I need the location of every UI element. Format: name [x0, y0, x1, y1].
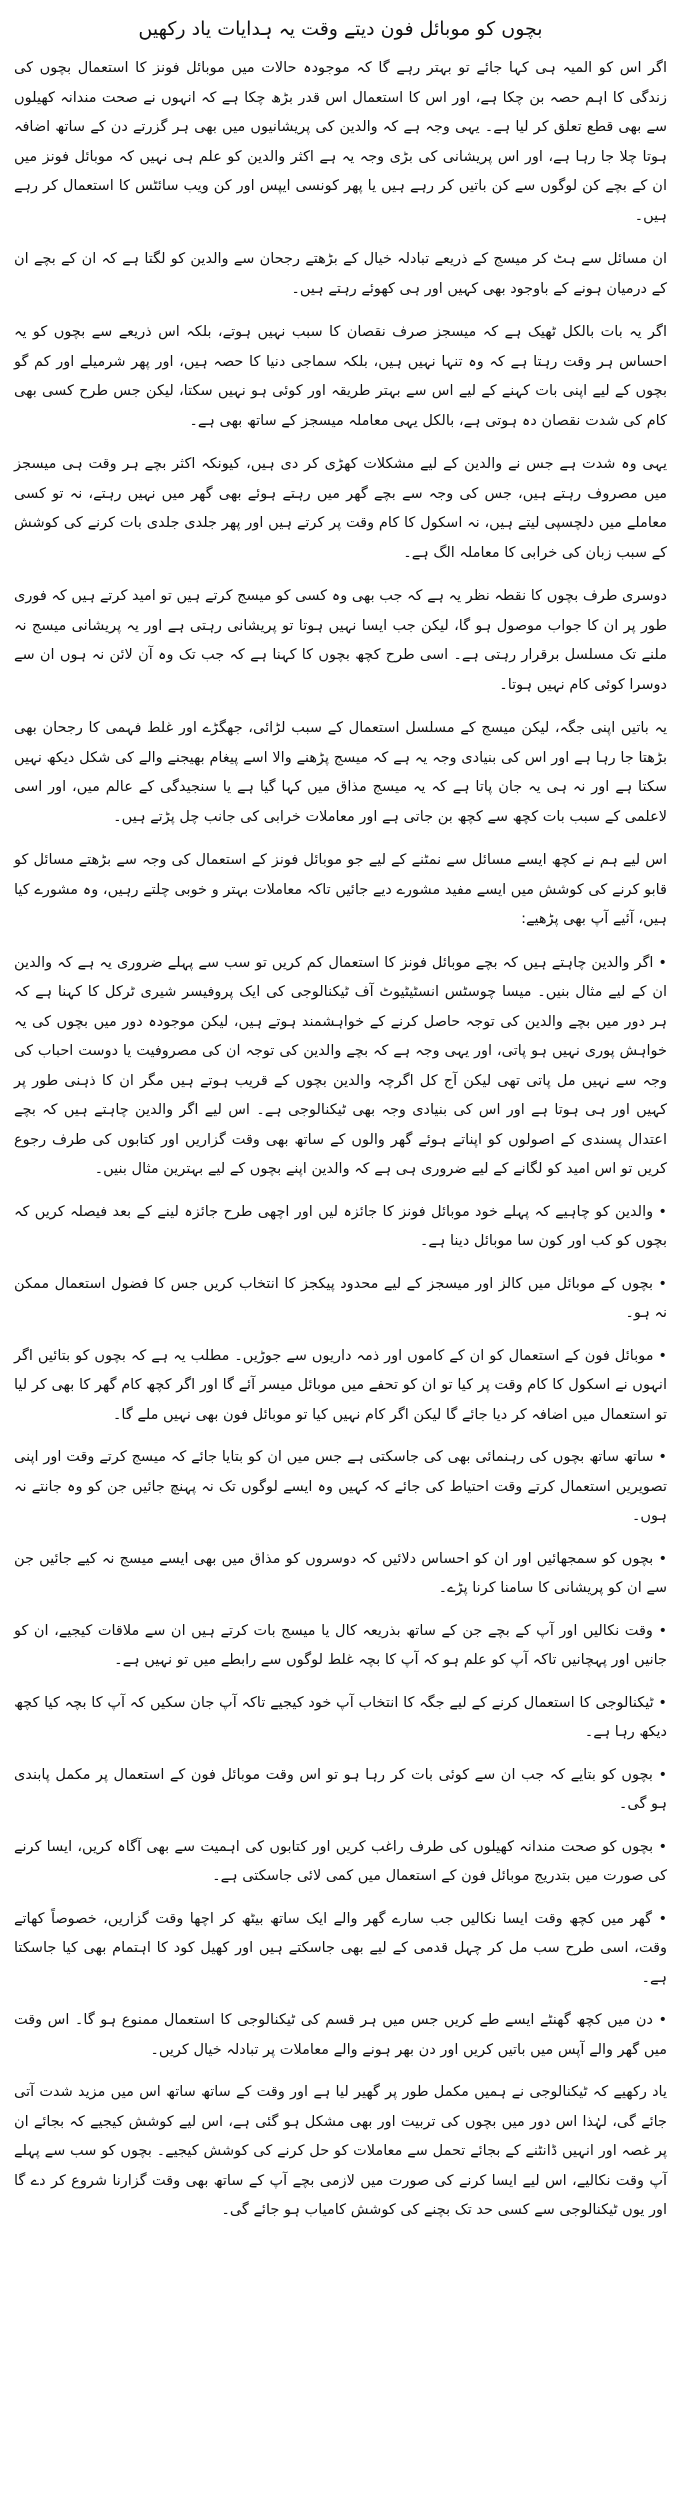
paragraph: ان مسائل سے ہٹ کر میسج کے ذریعے تبادلہ خیال کے بڑھتے رجحان سے والدین کو لگتا ہے کہ ان کے بچے ان کے درمیان ہونے کے باوجود بھی کہیں اور ہی کھوئے رہتے ہیں۔ — [14, 251, 667, 297]
bullet-item: • بچوں کو سمجھائیں اور ان کو احساس دلائیں کہ دوسروں کو مذاق میں بھی ایسے میسج نہ کیے جائیں جن سے ان کو پریشانی کا سامنا کرنا پڑے۔ — [14, 1550, 667, 1596]
bullet-item: • گھر میں کچھ وقت ایسا نکالیں جب سارے گھر والے ایک ساتھ بیٹھ کر اچھا وقت گزاریں، خصوصاً کھاتے وقت، اسی طرح سب مل کر چہل قدمی کے لیے بھی جاسکتے ہیں اور کھیل کود کا اہتمام بھی کیا جاسکتا ہے۔ — [14, 1910, 667, 1986]
bullet-item: • والدین کو چاہیے کہ پہلے خود موبائل فونز کا جائزہ لیں اور اچھی طرح جائزہ لینے کے بعد فیصلہ کریں کہ بچوں کو کب اور کون سا موبائل دینا ہے۔ — [14, 1203, 667, 1249]
paragraph: یہ باتیں اپنی جگہ، لیکن میسج کے مسلسل استعمال کے سبب لڑائی، جھگڑے اور غلط فہمی کا رجحان بھی بڑھتا جا رہا ہے اور اس کی بنیادی وجہ یہ ہے کہ میسج پڑھنے والا اسے پیغام بھیجنے والے کی شکل دیکھ نہیں سکتا ہے اور نہ ہی یہ جان پاتا ہے کہ یہ میسج مذاق میں کہا گیا ہے یا سنجیدگی کے عالم میں، اور اسی لاعلمی کے سبب بات کچھ سے کچھ بن جاتی ہے اور معاملات خرابی کی جانب چل پڑتے ہیں۔ — [14, 720, 667, 825]
paragraph: دوسری طرف بچوں کا نقطہ نظر یہ ہے کہ جب بھی وہ کسی کو میسج کرتے ہیں تو امید کرتے ہیں کہ فوری طور پر ان کا جواب موصول ہو گا، لیکن جب ایسا نہیں ہوتا تو پریشانی رہتی ہے اور یہ پریشانی میسج نہ ملنے تک مسلسل برقرار رہتی ہے۔ اسی طرح کچھ بچوں کا کہنا ہے کہ جب تک وہ آن لائن نہ ہوں ان سے دوسرا کوئی کام نہیں ہوتا۔ — [14, 588, 667, 693]
bullet-item: • ٹیکنالوجی کا استعمال کرنے کے لیے جگہ کا انتخاب آپ خود کیجیے تاکہ آپ جان سکیں کہ آپ کا بچہ کیا کچھ دیکھ رہا ہے۔ — [14, 1694, 667, 1740]
paragraph: اس لیے ہم نے کچھ ایسے مسائل سے نمٹنے کے لیے جو موبائل فونز کے استعمال کی وجہ سے بڑھتے مسائل کو قابو کرنے کی کوشش میں ایسے مفید مشورے دیے جائیں تاکہ معاملات بہتر و خوبی چلتے رہیں، وہ مشورے کیا ہیں، آئیے آپ بھی پڑھیے: — [14, 852, 667, 927]
bullet-item: • موبائل فون کے استعمال کو ان کے کاموں اور ذمہ داریوں سے جوڑیں۔ مطلب یہ ہے کہ بچوں کو بتائیں اگر انہوں نے اسکول کا کام وقت پر کیا تو ان کو تحفے میں موبائل میسر آئے گا اور اگر کچھ کام گھر کا بھی کر لیا تو استعمال میں اضافہ کر دیا جائے گا لیکن اگر کام نہیں کیا تو موبائل فون بھی نہیں ملے گا۔ — [14, 1347, 667, 1423]
bullet-item: • دن میں کچھ گھنٹے ایسے طے کریں جس میں ہر قسم کی ٹیکنالوجی کا استعمال ممنوع ہو گا۔ اس وقت میں گھر والے آپس میں باتیں کریں اور دن بھر ہونے والے معاملات پر تبادلہ خیال کریں۔ — [14, 2012, 667, 2058]
paragraph: اگر یہ بات بالکل ٹھیک ہے کہ میسجز صرف نقصان کا سبب نہیں ہوتے، بلکہ اس ذریعے سے بچوں کو یہ احساس ہر وقت رہتا ہے کہ وہ تنہا نہیں ہیں، بلکہ سماجی دنیا کا حصہ ہیں، اور پھر شرمیلے اور کم گو بچوں کے لیے اپنی بات کہنے کے لیے اس سے بہتر طریقہ اور کوئی ہو نہیں سکتا، لیکن جس طرح کسی بھی کام کی شدت نقصان دہ ہوتی ہے، بالکل یہی معاملہ میسجز کے ساتھ بھی ہے۔ — [14, 324, 667, 429]
bullet-item: • وقت نکالیں اور آپ کے بچے جن کے ساتھ بذریعہ کال یا میسج بات کرتے ہیں ان سے ملاقات کیجیے، ان کو جانیں اور پہچانیں تاکہ آپ کو علم ہو کہ آپ کا بچہ غلط لوگوں سے رابطے میں تو نہیں ہے۔ — [14, 1622, 667, 1668]
paragraph-conclusion: یاد رکھیے کہ ٹیکنالوجی نے ہمیں مکمل طور پر گھیر لیا ہے اور وقت کے ساتھ ساتھ اس میں مزید شدت آتی جائے گی، لہٰذا اس دور میں بچوں کی تربیت اور بھی مشکل ہو گئی ہے، اس لیے کوشش کیجیے کہ بجائے ان پر غصہ اور انہیں ڈانٹنے کے بجائے تحمل سے معاملات کو حل کرنے کی کوشش کیجیے۔ بچوں کو سب سے پہلے آپ وقت نکالیے، اس لیے ایسا کرنے کی صورت میں لازمی بچے آپ کے ساتھ بھی وقت گزارنا شروع کر دے گا اور یوں ٹیکنالوجی سے کسی حد تک بچنے کی کوشش کامیاب ہو جائے گی۔ — [14, 2084, 667, 2218]
paragraph-intro: اگر اس کو المیہ ہی کہا جائے تو بہتر رہے گا کہ موجودہ حالات میں موبائل فونز کا استعمال بچوں کی زندگی کا اہم حصہ بن چکا ہے، اور اس کا استعمال اس قدر بڑھ چکا ہے کہ انہوں نے صحت مندانہ کھیلوں سے بھی قطع تعلق کر لیا ہے۔ یہی وجہ ہے کہ والدین کی پریشانیوں میں بھی ہر گزرتے دن کے ساتھ اضافہ ہوتا چلا جا رہا ہے، اور اس پریشانی کی بڑی وجہ یہ ہے اکثر والدین کو علم ہی نہیں کہ موبائل فونز میں ان کے بچے کن لوگوں سے کن باتیں کر رہے ہیں یا پھر کونسی ایپس اور کن ویب سائٹس کا استعمال کر رہے ہیں۔ — [14, 60, 667, 224]
article-title: بچوں کو موبائل فون دیتے وقت یہ ہدایات یاد رکھیں — [138, 18, 543, 40]
bullet-item: • ساتھ ساتھ بچوں کی رہنمائی بھی کی جاسکتی ہے جس میں ان کو بتایا جائے کہ میسج کرتے وقت اور اپنی تصویریں استعمال کرتے وقت احتیاط کی جائے کہ کہیں وہ ایسے لوگوں تک نہ پہنچ جائیں جن کو وہ جانتے نہ ہوں۔ — [14, 1449, 667, 1524]
bullet-item: • بچوں کے موبائل میں کالز اور میسجز کے لیے محدود پیکجز کا انتخاب کریں جس کا فضول استعمال ممکن نہ ہو۔ — [14, 1275, 667, 1321]
bullet-item: • اگر والدین چاہتے ہیں کہ بچے موبائل فونز کا استعمال کم کریں تو سب سے پہلے ضروری یہ ہے کہ والدین ان کے لیے مثال بنیں۔ میسا چوسٹس انسٹیٹیوٹ آف ٹیکنالوجی کی ایک پروفیسر شیری ٹرکل کا کہنا ہے کہ ہر دور میں بچے والدین کی توجہ حاصل کرنے کے خواہشمند ہوتے ہیں، لیکن موجودہ دور میں بچوں کی یہ خواہش پوری نہیں ہو پاتی، اور یہی وجہ ہے کہ بچے والدین کی توجہ ان کی مصروفیت یا دوست احباب کی وجہ سے نہیں مل پاتی تھی لیکن آج کل اگرچہ والدین بچوں کے قریب ہوتے ہیں مگر ان کا ذہنی طور پر کہیں اور ہی ہوتا ہے اور اس کی بنیادی وجہ بھی ٹیکنالوجی ہے۔ اس لیے اگر والدین چاہتے ہیں کہ بچے اعتدال پسندی کے اصولوں کو اپناتے ہوئے گھر والوں کے ساتھ بھی وقت گزاریں اور کتابوں کی طرف رجوع کریں تو اس امید کو لگانے کے لیے ضروری ہی ہے کہ والدین اپنے بچوں کے لیے بہترین مثال بنیں۔ — [14, 954, 667, 1177]
paragraph: یہی وہ شدت ہے جس نے والدین کے لیے مشکلات کھڑی کر دی ہیں، کیونکہ اکثر بچے ہر وقت ہی میسجز میں مصروف رہتے ہیں، جس کی وجہ سے بچے گھر میں رہتے ہوئے بھی گھر میں نہیں رہتے، نہ تو کسی معاملے میں دلچسپی لیتے ہیں، نہ اسکول کا کام وقت پر کرتے ہیں اور پھر جلدی جلدی بات کرنے کی کوشش کے سبب زبان کی خرابی کا معاملہ الگ ہے۔ — [14, 456, 667, 561]
bullet-item: • بچوں کو صحت مندانہ کھیلوں کی طرف راغب کریں اور کتابوں کی اہمیت سے بھی آگاہ کریں، ایسا کرنے کی صورت میں بتدریج موبائل فون کے استعمال میں کمی لائی جاسکتی ہے۔ — [14, 1838, 667, 1884]
bullet-item: • بچوں کو بتایے کہ جب ان سے کوئی بات کر رہا ہو تو اس وقت موبائل فون کے استعمال پر مکمل پابندی ہو گی۔ — [14, 1766, 667, 1812]
